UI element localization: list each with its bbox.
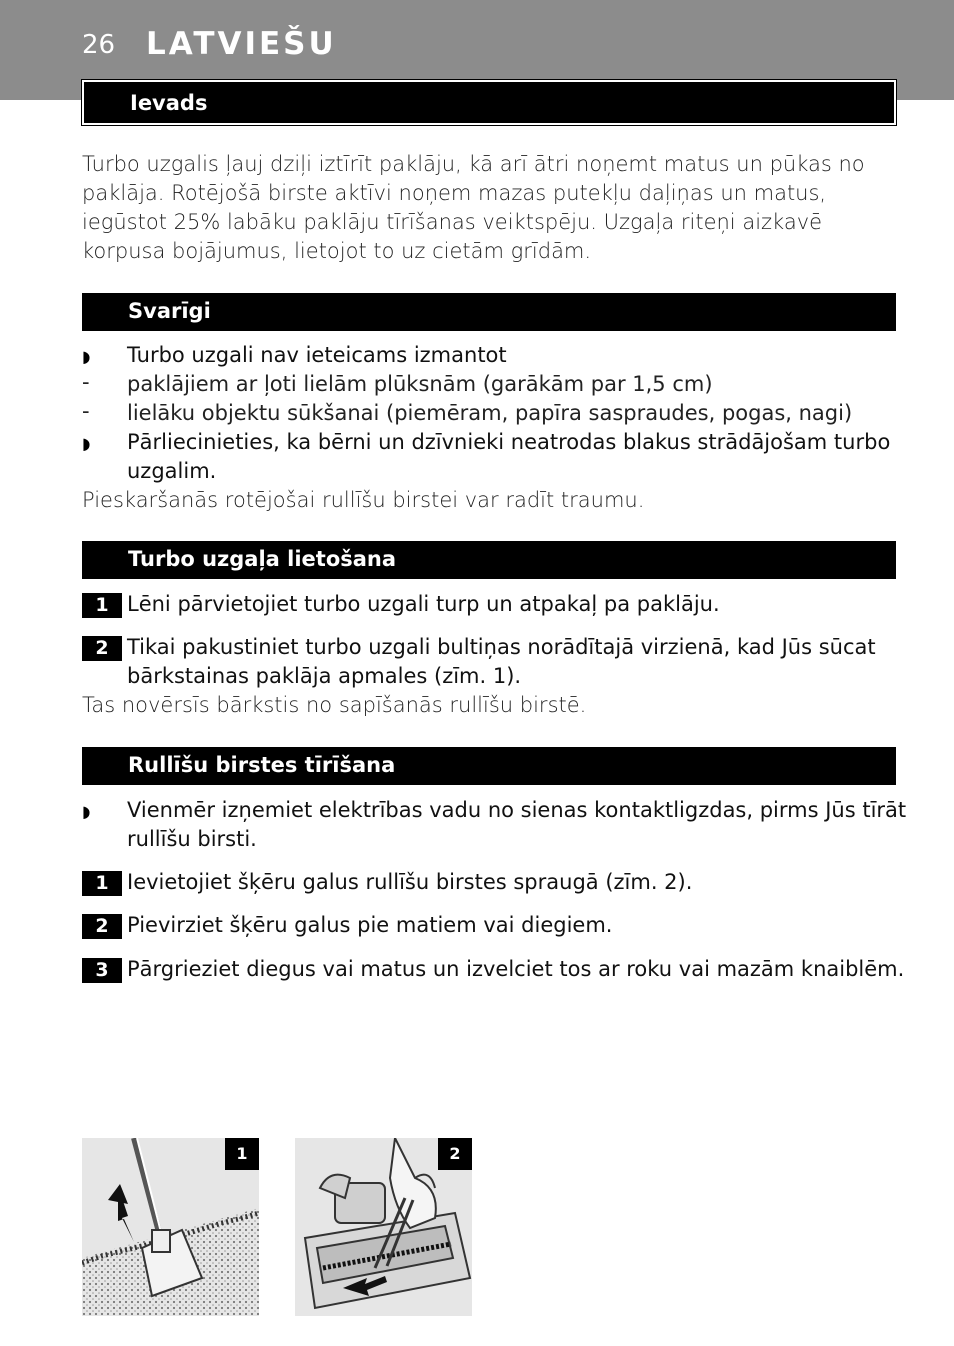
intro-paragraph: Turbo uzgalis ļauj dziļi iztīrīt paklāju, kā arī ātri noņemt matus un pūkas no paklāja. Rotējošā birste aktīvi noņem mazas putekļu daļiņas un matus, iegūstot 25% labāku paklāju tīrīšanas veiktspēju. Uzgaļa riteņi aizkavē korpusa bojājumus, lietojot to uz cietām grīdām.	[82, 152, 865, 263]
bullet-marker-icon: ◗	[82, 434, 91, 453]
important-dash-1: paklājiem ar ļoti lielām plūksnām (garākām par 1,5 cm)	[127, 372, 713, 396]
important-bullet-1: Turbo uzgali nav ieteicams izmantot	[127, 343, 507, 367]
language-title: LATVIEŠU	[146, 26, 337, 62]
section-title-intro: Ievads	[130, 91, 208, 115]
figure-1-nozzle-on-carpet	[82, 1138, 259, 1316]
figure-label: 1	[225, 1138, 259, 1170]
dash-marker-icon: -	[82, 399, 90, 423]
step-number: 1	[82, 593, 122, 618]
section-heading-usage	[82, 541, 896, 579]
usage-step-1: Lēni pārvietojiet turbo uzgali turp un atpakaļ pa paklāju.	[127, 592, 720, 616]
step-number: 2	[82, 636, 122, 661]
page-number: 26	[82, 30, 116, 60]
cleaning-step-1: Ievietojiet šķēru galus rullīšu birstes spraugā (zīm. 2).	[127, 870, 693, 894]
cleaning-step-2: Pievirziet šķēru galus pie matiem vai diegiem.	[127, 913, 613, 937]
cleaning-step-3: Pārgrieziet diegus vai matus un izvelciet tos ar roku vai mazām knaiblēm.	[127, 957, 905, 981]
section-title-cleaning: Rullīšu birstes tīrīšana	[128, 753, 396, 777]
figure-2-cutting-brush	[295, 1138, 472, 1316]
section-title-usage: Turbo uzgaļa lietošana	[128, 547, 397, 571]
important-note: Pieskaršanās rotējošai rullīšu birstei var radīt traumu.	[82, 488, 645, 512]
step-number: 3	[82, 958, 122, 983]
section-heading-intro	[82, 80, 896, 125]
section-title-important: Svarīgi	[128, 299, 211, 323]
dash-marker-icon: -	[82, 370, 90, 394]
bullet-marker-icon: ◗	[82, 802, 91, 821]
usage-note: Tas novērsīs bārkstis no sapīšanās rullīšu birstē.	[82, 693, 587, 717]
important-bullet-2: Pārliecinieties, ka bērni un dzīvnieki neatrodas blakus strādājošam turbo uzgalim.	[127, 430, 891, 483]
section-heading-important	[82, 293, 896, 331]
cleaning-bullet-1: Vienmēr izņemiet elektrības vadu no sienas kontaktligzdas, pirms Jūs tīrāt rullīšu birsti.	[127, 798, 907, 851]
step-number: 1	[82, 871, 122, 896]
bullet-marker-icon: ◗	[82, 347, 91, 366]
usage-step-2: Tikai pakustiniet turbo uzgali bultiņas norādītajā virzienā, kad Jūs sūcat bārkstainas paklāja apmales (zīm. 1).	[127, 635, 876, 688]
figure-label: 2	[438, 1138, 472, 1170]
important-dash-2: lielāku objektu sūkšanai (piemēram, papīra saspraudes, pogas, nagi)	[127, 401, 853, 425]
step-number: 2	[82, 914, 122, 939]
section-heading-cleaning	[82, 747, 896, 785]
